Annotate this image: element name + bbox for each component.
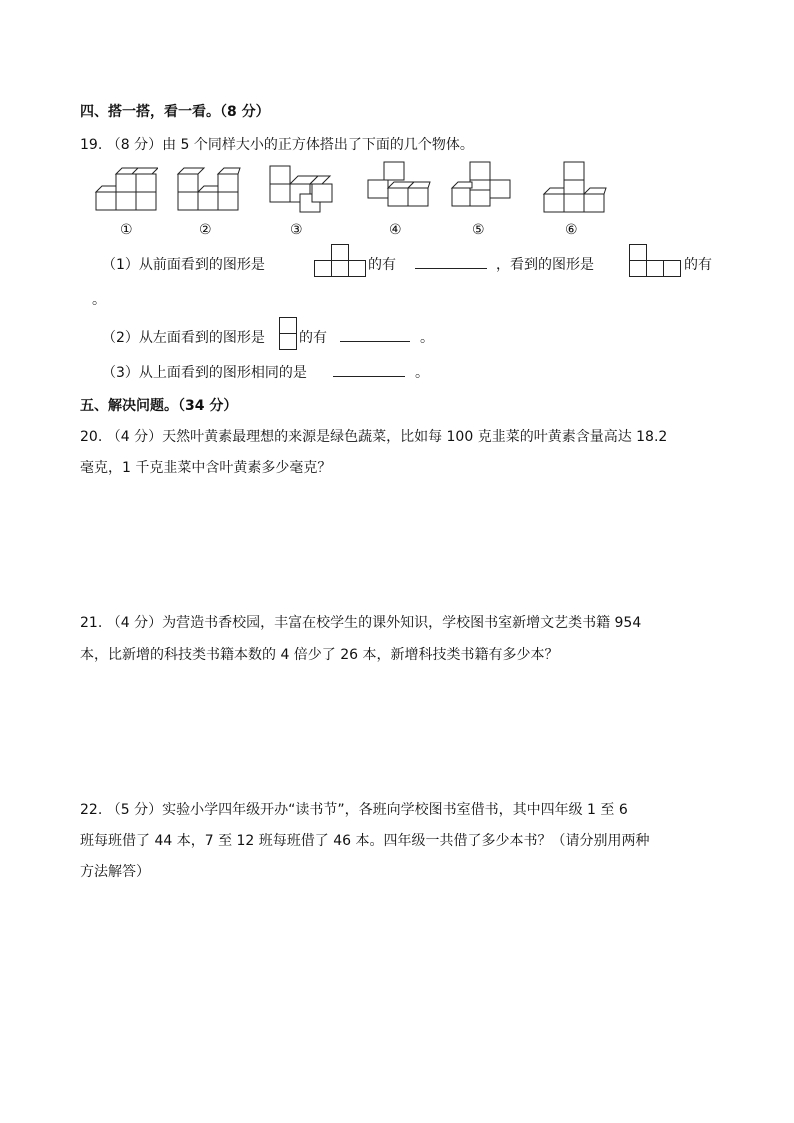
figure-label-4: ④ bbox=[389, 222, 402, 238]
cube-figure-4 bbox=[366, 158, 432, 218]
section-5-heading: 五、解决问题。（34 分） bbox=[80, 398, 238, 414]
q19-part2-has: 的有 bbox=[299, 330, 327, 346]
figure-label-5: ⑤ bbox=[472, 222, 485, 238]
q19-part3-end: 。 bbox=[415, 365, 429, 381]
cube-figure-3 bbox=[268, 162, 338, 222]
view-shape-front-b bbox=[629, 244, 681, 276]
q19-part1-prefix: （1）从前面看到的图形是 bbox=[102, 257, 265, 273]
view-shape-left bbox=[279, 317, 297, 351]
question-20-line-1: 20. （4 分）天然叶黄素最理想的来源是绿色蔬菜，比如每 100 克韭菜的叶黄素含量高达 18.2 bbox=[80, 429, 668, 445]
section-4-heading: 四、搭一搭，看一看。（8 分） bbox=[80, 104, 270, 120]
question-22-line-1: 22. （5 分）实验小学四年级开办“读书节”，各班向学校图书室借书，其中四年级 1 至 6 bbox=[80, 802, 628, 818]
q19-part1-middle: ，看到的图形是 bbox=[496, 257, 594, 273]
question-21-line-2: 本，比新增的科技类书籍本数的 4 倍少了 26 本，新增科技类书籍有多少本？ bbox=[80, 647, 559, 663]
question-21-line-1: 21. （4 分）为营造书香校园，丰富在校学生的课外知识，学校图书室新增文艺类书籍 954 bbox=[80, 615, 642, 631]
q19-part2-end: 。 bbox=[420, 330, 434, 346]
view-shape-front-a bbox=[314, 244, 366, 276]
q19-part1-has-b: 的有 bbox=[684, 257, 712, 273]
q19-part1-has-a: 的有 bbox=[368, 257, 396, 273]
figure-label-2: ② bbox=[199, 222, 212, 238]
question-20-line-2: 毫克，1 千克韭菜中含叶黄素多少毫克？ bbox=[80, 460, 332, 476]
q19-part1-end: 。 bbox=[92, 292, 106, 308]
q19-part3-prefix: （3）从上面看到的图形相同的是 bbox=[102, 365, 307, 381]
question-19-stem: 19. （8 分）由 5 个同样大小的正方体搭出了下面的几个物体。 bbox=[80, 137, 474, 153]
question-22-line-3: 方法解答） bbox=[80, 864, 150, 880]
q19-part2-prefix: （2）从左面看到的图形是 bbox=[102, 330, 265, 346]
answer-blank-1a[interactable] bbox=[415, 256, 487, 269]
cube-figure-2 bbox=[176, 160, 242, 218]
question-22-line-2: 班每班借了 44 本，7 至 12 班每班借了 46 本。四年级一共借了多少本书？（请分别用两种 bbox=[80, 833, 650, 849]
figure-label-3: ③ bbox=[290, 222, 303, 238]
figure-label-1: ① bbox=[120, 222, 133, 238]
figure-label-6: ⑥ bbox=[565, 222, 578, 238]
answer-blank-3[interactable] bbox=[333, 364, 405, 377]
cube-figure-1 bbox=[94, 160, 158, 218]
cube-figure-6 bbox=[540, 158, 610, 220]
cube-figure-5 bbox=[450, 158, 516, 218]
answer-blank-2[interactable] bbox=[340, 329, 410, 342]
